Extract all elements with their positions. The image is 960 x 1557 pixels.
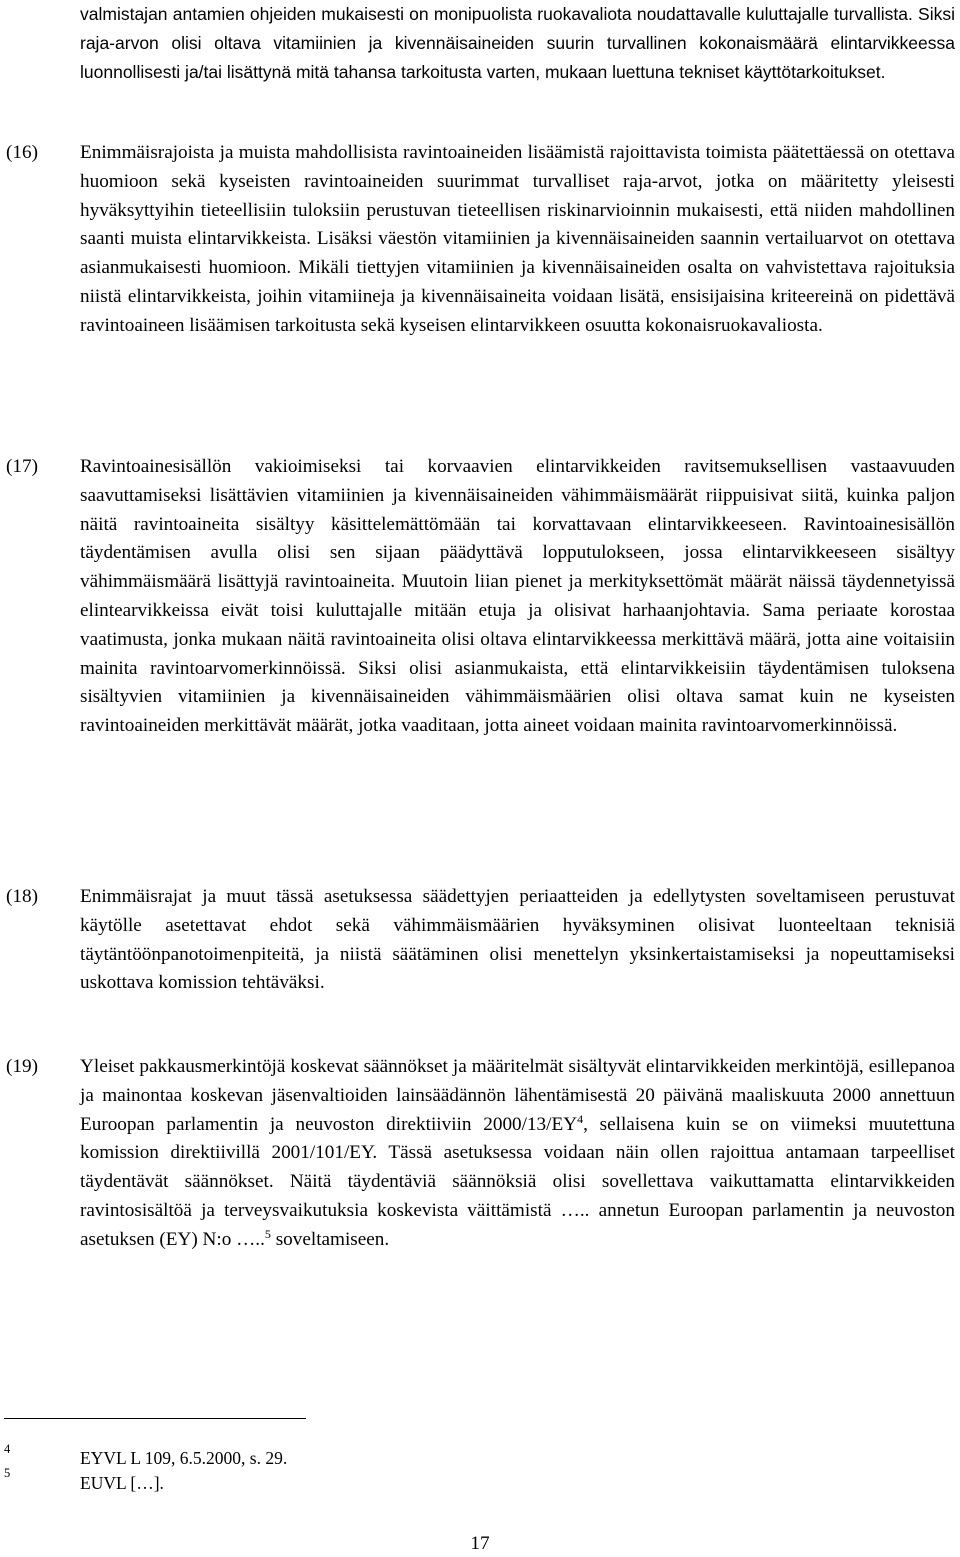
paragraph-number-17: (17) <box>6 456 38 477</box>
footnote-text-4: EYVL L 109, 6.5.2000, s. 29. <box>80 1448 288 1468</box>
paragraph-18: Enimmäisrajat ja muut tässä asetuksessa säädettyjen periaatteiden ja edellytysten soveltamiseen perustuvat käytölle asetettavat ehdot sekä vähimmäismäärien hyväksyminen olisivat luonteeltaan teknisiä täytäntöönpanotoimenpiteitä, ja niistä säätäminen olisi menettelyn yksinkertaistamiseksi ja nopeuttamiseksi uskottava komission tehtäväksi. <box>80 886 955 994</box>
paragraph-number-18: (18) <box>6 886 38 907</box>
footnote-text-5: EUVL […]. <box>80 1473 164 1493</box>
paragraph-19-text-c: soveltamiseen. <box>270 1228 390 1250</box>
footnote-separator <box>4 1418 306 1419</box>
paragraph-16: Enimmäisrajoista ja muista mahdollisista ravintoaineiden lisäämistä rajoittavista toimista päätettäessä on otettava huomioon sekä kyseisten ravintoaineiden suurimmat turvalliset raja-arvot, jotka on määritetty yleisesti hyväksyttyihin tieteellisiin tuloksiin perustuvan tieteellisen riskinarvioinnin mukaisesti, että niiden mahdollinen saanti muista elintarvikkeista. Lisäksi väestön vitamiinien ja kivennäisaineiden saannin vertailuarvot on otettava asianmukaisesti huomioon. Mikäli tiettyjen vitamiinien ja kivennäisaineiden osalta on vahvistettava rajoituksia niistä elintarvikkeista, joihin vitamiineja ja kivennäisaineita voidaan lisätä, ensisijaisina kriteereinä on pidettävä ravintoaineen lisäämisen tarkoitusta sekä kyseisen elintarvikkeen osuutta kokonaisruokavaliosta. <box>80 142 955 336</box>
paragraph-number-19: (19) <box>6 1056 38 1077</box>
paragraph-number-16: (16) <box>6 142 38 163</box>
paragraph-19-text-a: Yleiset pakkausmerkintöjä koskevat säännökset ja määritelmät sisältyvät elintarvikkeiden merkintöjä, esillepanoa ja mainontaa koskevan jäsenvaltioiden lainsäädännön lähentämisestä 20 päivänä maaliskuuta 2000 annettuun Euroopan parlamentin ja neuvoston direktiiviin 2000/13/EY <box>80 1056 955 1135</box>
paragraph-continued: valmistajan antamien ohjeiden mukaisesti on monipuolista ruokavaliota noudattavalle kuluttajalle turvallista. Siksi raja-arvon olisi oltava vitamiinien ja kivennäisaineiden suurin turvallinen kokonaismäärä elintarvikkeessa luonnollisesti ja/tai lisättynä mitä tahansa tarkoitusta varten, mukaan luettuna tekniset käyttötarkoitukset. <box>80 4 955 82</box>
footnote-ref-4[interactable]: 4 <box>577 1111 584 1126</box>
paragraph-17: Ravintoainesisällön vakioimiseksi tai korvaavien elintarvikkeiden ravitsemuksellisen vastaavuuden saavuttamiseksi lisättävien vitamiinien ja kivennäisaineiden vähimmäismäärät riippuisivat siitä, kuinka paljon näitä ravintoaineita sisältyy käsittelemättömään tai korvattavaan elintarvikkeeseen. Ravintoainesisällön täydentämisen avulla olisi sen sijaan päädyttävä lopputulokseen, jossa elintarvikkeeseen sisältyy vähimmäismäärä lisättyjä ravintoaineita. Muutoin liian pienet ja merkityksettömät määrät näissä täydennetyissä elintearvikkeissa eivät toisi kuluttajalle mitään etuja ja olisivat harhaanjohtavia. Sama periaate korostaa vaatimusta, jonka mukaan näitä ravintoaineita olisi oltava elintarvikkeessa merkittävä määrä, jotta aine voitaisiin mainita ravintoarvomerkinnöissä. Siksi olisi asianmukaista, että elintarvikkeisiin täydentämisen tuloksena sisältyvien vitamiinien ja kivennäisaineiden vähimmäismäärien olisi oltava samat kuin ne kyseisten ravintoaineiden merkittävät määrät, jotka vaaditaan, jotta aineet voidaan mainita ravintoarvomerkinnöissä. <box>80 456 955 737</box>
page-number: 17 <box>470 1533 490 1554</box>
footnote-number-5: 5 <box>4 1466 11 1480</box>
footnote-number-4: 4 <box>4 1442 11 1456</box>
paragraph-19-text-b: , sellaisena kuin se on viimeksi muutettuna komission direktiivillä 2001/101/EY. Tässä asetuksessa voidaan näin ollen rajoittua antamaan tarpeelliset täydentävät säännökset. Näitä täydentäviä säännöksiä olisi sovellettava vaikuttamatta elintarvikkeiden ravintosisältöä ja terveysvaikutuksia koskevista väittämistä ….. annetun Euroopan parlamentin ja neuvoston asetuksen (EY) N:o ….. <box>80 1113 955 1250</box>
footnote-ref-5[interactable]: 5 <box>264 1226 271 1241</box>
paragraph-19 <box>80 1053 955 1255</box>
